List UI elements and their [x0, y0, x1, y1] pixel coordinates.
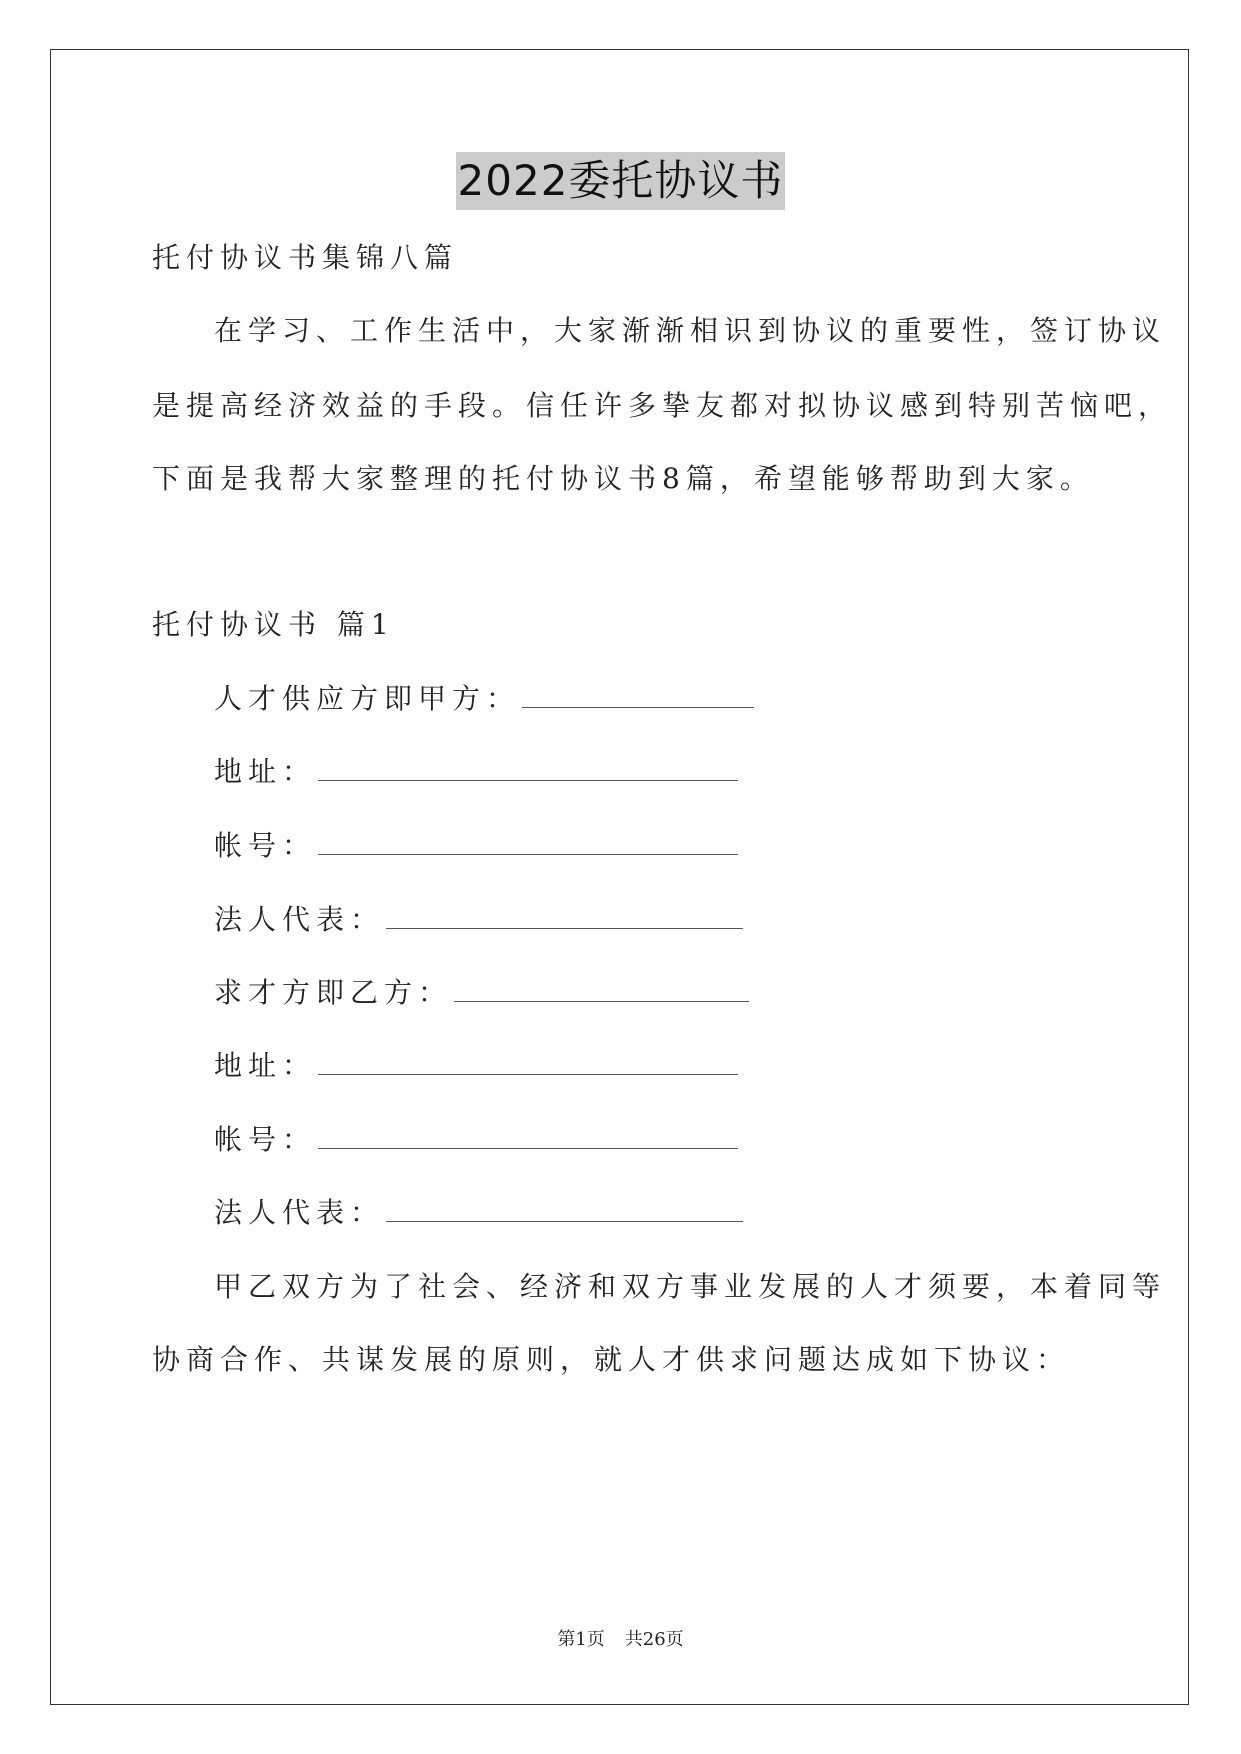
intro-paragraph-line-3: 下面是我帮大家整理的托付协议书8篇，希望能够帮助到大家。	[152, 462, 1094, 495]
page-footer	[0, 1628, 1241, 1652]
field-legal-rep-b	[214, 1193, 743, 1233]
fill-in-blank[interactable]	[454, 975, 749, 1002]
fill-in-blank[interactable]	[318, 754, 738, 781]
field-label: 法人代表：	[214, 903, 385, 936]
fill-in-blank[interactable]	[318, 1048, 738, 1075]
intro-paragraph-line-1: 在学习、工作生活中，大家渐渐相识到协议的重要性，签订协议	[214, 314, 1167, 347]
fill-in-blank[interactable]	[386, 1195, 743, 1222]
document-title: 2022委托协议书	[456, 152, 786, 210]
fill-in-blank[interactable]	[318, 1122, 738, 1149]
field-account-b	[214, 1120, 738, 1160]
field-label: 帐号：	[214, 1123, 317, 1156]
fill-in-blank[interactable]	[522, 681, 754, 708]
fill-in-blank[interactable]	[318, 828, 738, 855]
field-legal-rep-a	[214, 900, 743, 940]
field-supplier-party-a	[214, 679, 754, 719]
title-container	[0, 152, 1241, 210]
page-number: 第1页	[557, 1629, 605, 1650]
field-label: 法人代表：	[214, 1196, 385, 1229]
fill-in-blank[interactable]	[386, 902, 743, 929]
field-address-a	[214, 752, 738, 792]
field-label: 求才方即乙方：	[214, 976, 453, 1009]
closing-paragraph-line-2: 协商合作、共谋发展的原则，就人才供求问题达成如下协议：	[152, 1343, 1071, 1376]
section-heading: 托付协议书 篇1	[152, 608, 395, 641]
intro-paragraph-line-2: 是提高经济效益的手段。信任许多挚友都对拟协议感到特别苦恼吧，	[152, 389, 1173, 422]
field-account-a	[214, 826, 738, 866]
field-address-b	[214, 1046, 738, 1086]
field-label: 地址：	[214, 755, 317, 788]
field-label: 地址：	[214, 1049, 317, 1082]
field-seeker-party-b	[214, 973, 749, 1013]
field-label: 人才供应方即甲方：	[214, 682, 521, 715]
page-border	[50, 49, 1189, 1705]
page-total: 共26页	[624, 1629, 684, 1650]
document-subtitle: 托付协议书集锦八篇	[152, 241, 459, 274]
field-label: 帐号：	[214, 829, 317, 862]
closing-paragraph-line-1: 甲乙双方为了社会、经济和双方事业发展的人才须要，本着同等	[214, 1270, 1167, 1303]
